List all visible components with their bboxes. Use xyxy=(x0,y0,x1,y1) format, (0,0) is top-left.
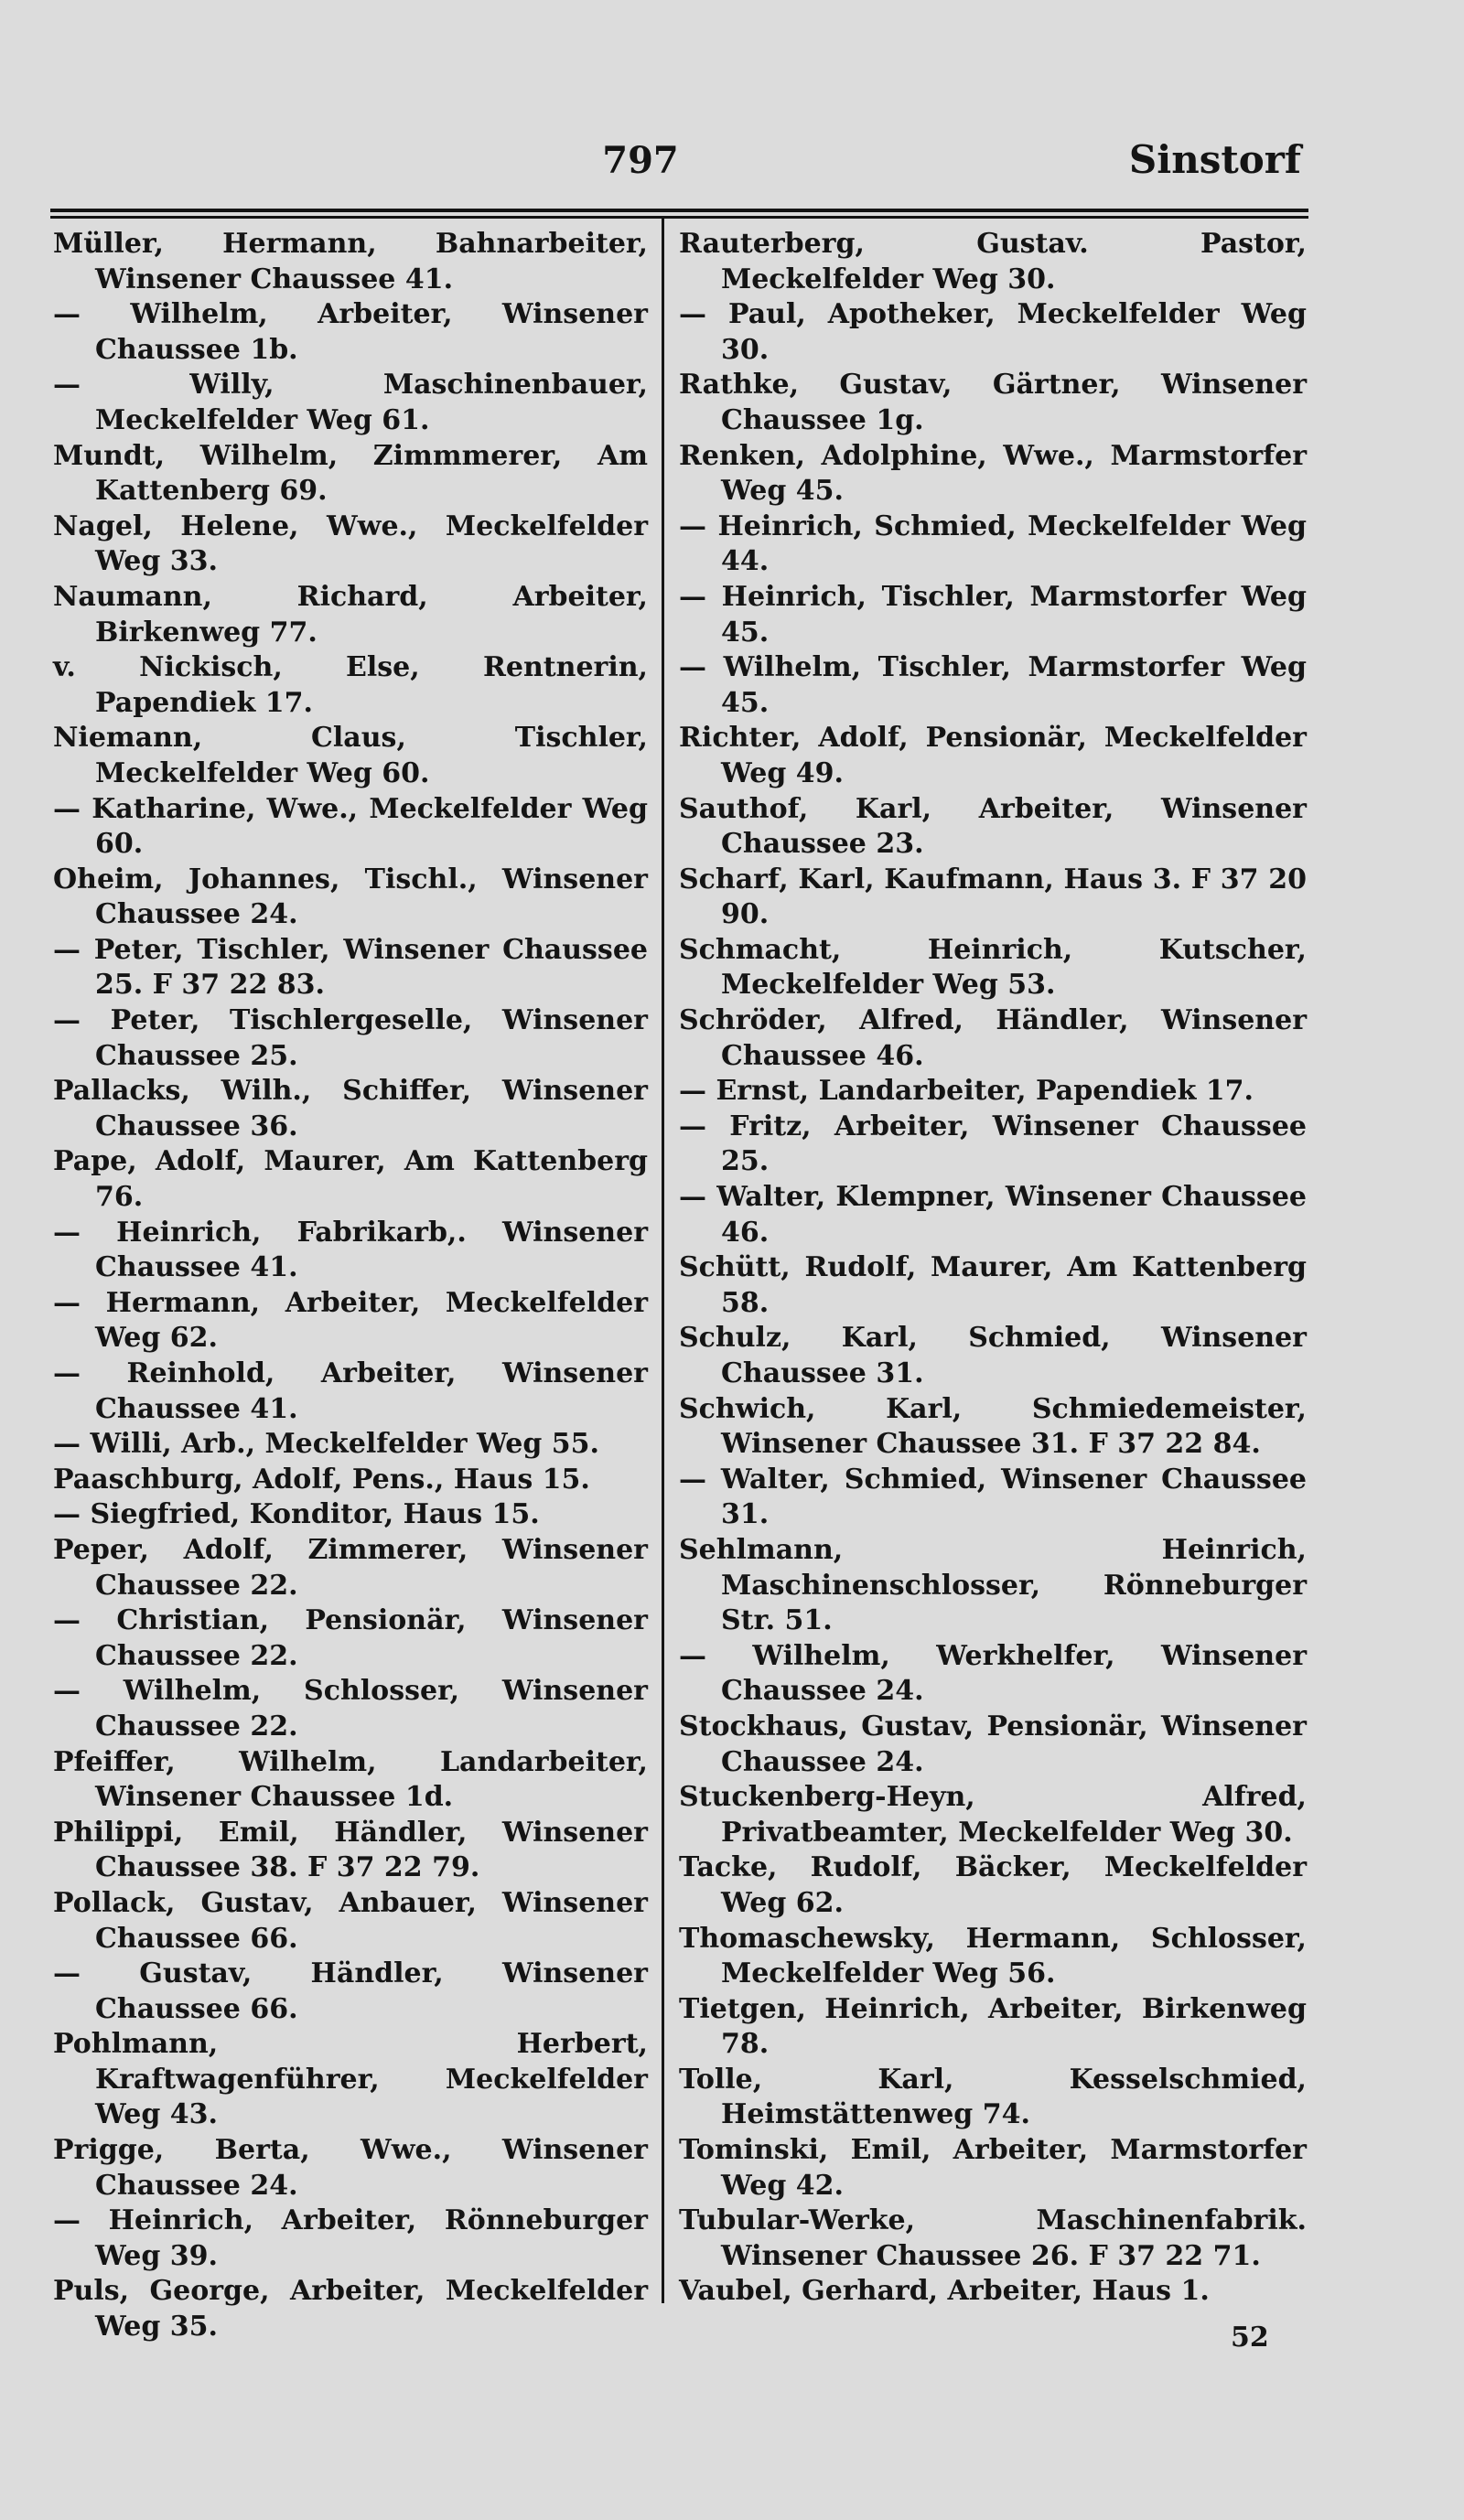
directory-entry: Mundt, Wilhelm, Zimmmerer, Am Kattenberg 69. xyxy=(53,439,648,508)
directory-entry: Thomaschewsky, Hermann, Schlosser, Meckelfelder Weg 56. xyxy=(679,1922,1307,1990)
directory-entry: Tolle, Karl, Kesselschmied, Heimstättenweg 74. xyxy=(679,2063,1307,2131)
directory-entry: Niemann, Claus, Tischler, Meckelfelder Weg 60. xyxy=(53,722,648,789)
directory-entry: — Wilhelm, Werkhelfer, Winsener Chaussee 24. xyxy=(679,1639,1307,1708)
directory-entry: Tacke, Rudolf, Bäcker, Meckelfelder Weg 62. xyxy=(679,1851,1307,1919)
directory-entry: — Siegfried, Konditor, Haus 15. xyxy=(53,1498,540,1531)
left-column xyxy=(53,227,648,2345)
directory-entry: — Hermann, Arbeiter, Meckelfelder Weg 62. xyxy=(53,1286,648,1355)
directory-entry: Pfeiffer, Wilhelm, Landarbeiter, Winsener Chaussee 1d. xyxy=(53,1745,648,1814)
directory-entry: v. Nickisch, Else, Rentnerin, Papendiek 17. xyxy=(53,651,648,719)
directory-entry: — Christian, Pensionär, Winsener Chaussee 22. xyxy=(53,1604,648,1672)
directory-entry: Naumann, Richard, Arbeiter, Birkenweg 77. xyxy=(53,580,648,649)
directory-entry: Richter, Adolf, Pensionär, Meckelfelder Weg 49. xyxy=(679,722,1307,789)
right-column xyxy=(679,227,1307,2310)
directory-entry: Stockhaus, Gustav, Pensionär, Winsener Chaussee 24. xyxy=(679,1710,1307,1778)
directory-entry: Nagel, Helene, Wwe., Meckelfelder Weg 33. xyxy=(53,509,648,578)
directory-entry: — Wilhelm, Schlosser, Winsener Chaussee 22. xyxy=(53,1675,648,1743)
directory-entry: — Heinrich, Schmied, Meckelfelder Weg 44. xyxy=(679,509,1307,578)
directory-entry: — Katharine, Wwe., Meckelfelder Weg 60. xyxy=(53,792,648,861)
directory-entry: Müller, Hermann, Bahnarbeiter, Winsener Chaussee 41. xyxy=(53,228,648,295)
directory-entry: — Paul, Apotheker, Meckelfelder Weg 30. xyxy=(679,298,1307,366)
directory-entry: Peper, Adolf, Zimmerer, Winsener Chaussee 22. xyxy=(53,1533,648,1602)
directory-entry: — Ernst, Landarbeiter, Papendiek 17. xyxy=(679,1075,1254,1108)
directory-entry: Schütt, Rudolf, Maurer, Am Kattenberg 58. xyxy=(679,1251,1307,1319)
directory-entry: — Wilhelm, Arbeiter, Winsener Chaussee 1b. xyxy=(53,298,648,366)
directory-entry: Vaubel, Gerhard, Arbeiter, Haus 1. xyxy=(679,2275,1210,2308)
directory-entry: Pollack, Gustav, Anbauer, Winsener Chaussee 66. xyxy=(53,1886,648,1955)
column-divider xyxy=(662,218,664,2303)
directory-entry: — Willi, Arb., Meckelfelder Weg 55. xyxy=(53,1428,599,1461)
header-rule xyxy=(50,209,1308,219)
directory-entry: — Peter, Tischler, Winsener Chaussee 25. F 37 22 83. xyxy=(53,933,648,1002)
directory-entry: — Walter, Schmied, Winsener Chaussee 31. xyxy=(679,1463,1307,1531)
directory-entry: Rathke, Gustav, Gärtner, Winsener Chaussee 1g. xyxy=(679,369,1307,436)
directory-entry: Renken, Adolphine, Wwe., Marmstorfer Weg 45. xyxy=(679,439,1307,508)
directory-entry: — Walter, Klempner, Winsener Chaussee 46. xyxy=(679,1181,1307,1249)
directory-entry: Puls, George, Arbeiter, Meckelfelder Weg 35. xyxy=(53,2275,648,2343)
directory-entry: Schulz, Karl, Schmied, Winsener Chaussee 31. xyxy=(679,1322,1307,1389)
directory-entry: Paaschburg, Adolf, Pens., Haus 15. xyxy=(53,1463,590,1496)
directory-entry: Oheim, Johannes, Tischl., Winsener Chaussee 24. xyxy=(53,863,648,931)
directory-entry: Tietgen, Heinrich, Arbeiter, Birkenweg 78. xyxy=(679,1992,1307,2061)
directory-entry: — Wilhelm, Tischler, Marmstorfer Weg 45. xyxy=(679,651,1307,719)
directory-entry: — Reinhold, Arbeiter, Winsener Chaussee 41. xyxy=(53,1357,648,1425)
directory-entry: Tubular-Werke, Maschinenfabrik. Winsener Chaussee 26. F 37 22 71. xyxy=(679,2204,1307,2272)
directory-entry: Schröder, Alfred, Händler, Winsener Chaussee 46. xyxy=(679,1004,1307,1072)
directory-entry: Rauterberg, Gustav. Pastor, Meckelfelder Weg 30. xyxy=(679,228,1307,295)
sheet-number: 52 xyxy=(1231,2322,1269,2354)
directory-entry: Pallacks, Wilh., Schiffer, Winsener Chaussee 36. xyxy=(53,1075,648,1142)
directory-entry: Schmacht, Heinrich, Kutscher, Meckelfelder Weg 53. xyxy=(679,933,1307,1002)
directory-entry: Prigge, Berta, Wwe., Winsener Chaussee 24. xyxy=(53,2134,648,2202)
directory-entry: — Fritz, Arbeiter, Winsener Chaussee 25. xyxy=(679,1110,1307,1178)
directory-entry: Sauthof, Karl, Arbeiter, Winsener Chaussee 23. xyxy=(679,792,1307,861)
directory-entry: — Peter, Tischlergeselle, Winsener Chaussee 25. xyxy=(53,1004,648,1072)
directory-entry: Scharf, Karl, Kaufmann, Haus 3. F 37 20 90. xyxy=(679,863,1307,931)
directory-entry: Schwich, Karl, Schmiedemeister, Winsener Chaussee 31. F 37 22 84. xyxy=(679,1392,1307,1461)
directory-entry: Sehlmann, Heinrich, Maschinenschlosser, Rönneburger Str. 51. xyxy=(679,1533,1307,1637)
directory-entry: Tominski, Emil, Arbeiter, Marmstorfer Weg 42. xyxy=(679,2134,1307,2202)
directory-entry: Pape, Adolf, Maurer, Am Kattenberg 76. xyxy=(53,1145,648,1214)
directory-entry: — Heinrich, Tischler, Marmstorfer Weg 45. xyxy=(679,580,1307,649)
directory-entry: Stuckenberg-Heyn, Alfred, Privatbeamter, Meckelfelder Weg 30. xyxy=(679,1781,1307,1849)
directory-entry: Philippi, Emil, Händler, Winsener Chaussee 38. F 37 22 79. xyxy=(53,1816,648,1884)
directory-entry: — Heinrich, Arbeiter, Rönneburger Weg 39. xyxy=(53,2204,648,2272)
directory-entry: Pohlmann, Herbert, Kraftwagenführer, Meckelfelder Weg 43. xyxy=(53,2028,648,2131)
directory-entry: — Willy, Maschinenbauer, Meckelfelder Weg 61. xyxy=(53,369,648,436)
directory-entry: — Heinrich, Fabrikarb,. Winsener Chaussee 41. xyxy=(53,1216,648,1284)
page-number: 797 xyxy=(602,139,679,182)
place-name-heading: Sinstorf xyxy=(1128,137,1301,182)
directory-entry: — Gustav, Händler, Winsener Chaussee 66. xyxy=(53,1957,648,2025)
